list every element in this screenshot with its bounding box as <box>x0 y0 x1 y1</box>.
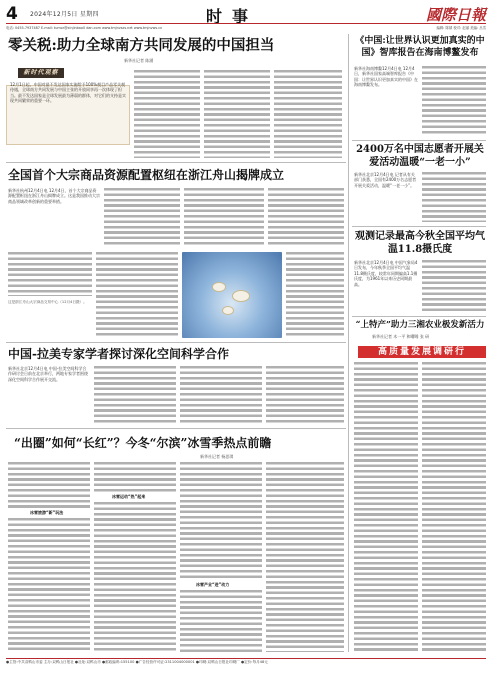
headline-china-latam: 中国-拉美专家学者探讨深化空间科学合作 <box>8 347 229 361</box>
text-column <box>8 518 90 652</box>
headline-specialty-products: “上特产”助力三湘农业极发新活力 <box>355 320 485 330</box>
text-column <box>180 590 262 652</box>
article-lead-commodity-hub: 新华社杭州12月4日电 12月4日，首个大宗商品资源配置枢纽在浙江舟山揭牌成立。这是我国推动大宗商品领域改革创新的重要举措。 <box>8 188 100 204</box>
divider <box>6 162 346 163</box>
byline-specialty-products: 新华社记者 木一平 和曙晞 张 研 <box>372 334 430 339</box>
divider <box>352 316 486 317</box>
footer: ●主管:中共双鸭山市委 主办:双鸭山日报社 ●社址:双鸭山市 ●邮政编码:155100 ●广告经营许可证:2311004000001 ●印刷:双鸭山日报社印刷厂 ●定价:每月48元 <box>6 658 486 668</box>
text-column <box>180 462 262 580</box>
text-column <box>274 70 342 158</box>
text-column <box>286 252 344 338</box>
divider <box>352 140 486 141</box>
divider <box>6 342 346 343</box>
photo-object <box>232 290 250 302</box>
text-column <box>268 188 344 246</box>
article-lead-zero-tariff: 12月1日起，中国对最不发达国家实施给予100%税目产品零关税待遇，全球南方共同发展与中国主张的开放同享再一次体现了担当。最不发达国家是全球发展最为薄弱的群体，对它们的支持是实现共同繁荣的重要一环。 <box>10 82 126 104</box>
subhead: 冰雪旅游“新”玩法 <box>30 510 64 515</box>
contact-info: 电话: 0455-7937487 E-mail: tumor@xinjinbao0 dan.com www.tmjnvszs.net www.tmjnvws.cn <box>6 26 163 30</box>
headline-volunteers: 2400万名中国志愿者开展关爱活动温暖“一老一小” <box>356 144 484 168</box>
text-column <box>134 70 200 158</box>
issue-date: 2024年12月5日 星期四 <box>30 11 99 18</box>
news-photo <box>182 252 282 338</box>
newspaper-logo: 國際日報 <box>425 6 486 24</box>
photo-object <box>212 282 226 292</box>
text-column <box>422 362 486 652</box>
text-column <box>104 188 180 246</box>
text-column <box>266 366 344 424</box>
photo-object <box>222 306 234 315</box>
text-column <box>422 172 486 222</box>
article-lead-volunteers: 新华社北京12月4日电 记者从有关部门获悉，全国有2400万名志愿者开展关爱活动，温暖“一老一小”。 <box>354 172 417 188</box>
column-banner: 高质量发展调研行 <box>358 346 486 358</box>
divider <box>6 428 346 429</box>
text-column <box>422 260 486 312</box>
text-column <box>94 366 176 424</box>
byline-zero-tariff: 新华社记者 陈涵 <box>124 58 154 63</box>
text-column <box>204 70 270 158</box>
article-lead-temperature: 新华社北京12月4日电 中国气象局4日发布，今年秋季全国平均气温11.8摄氏度，较常年同期偏高1.1摄氏度，为1961年以来历史同期最高。 <box>354 260 418 287</box>
divider <box>352 226 486 227</box>
text-column <box>422 66 486 136</box>
page-number: 4 <box>6 4 18 24</box>
subhead: 冰雪产业“进”动力 <box>196 582 230 587</box>
text-column <box>94 502 176 652</box>
article-lead-think-tank: 新华社海南博鳌12月4日电 12月4日，新华社国家高端智库报告《中国：让世界认识更加真实的中国》在海南博鳌发布。 <box>354 66 418 88</box>
column-label: 新时代观察 <box>18 68 64 78</box>
text-column <box>96 252 178 338</box>
text-column <box>8 252 92 296</box>
text-column <box>266 462 344 652</box>
editor-info: 编辑: 陈婧 校对: 赵丽 美编: 丛雪 <box>436 26 486 30</box>
photo-caption: 这是浙江舟山大宗商品交易中心（12月4日摄）。 <box>8 300 87 304</box>
column-divider <box>348 34 349 652</box>
headline-zero-tariff: 零关税:助力全球南方共同发展的中国担当 <box>8 37 275 54</box>
masthead <box>6 4 486 24</box>
headline-think-tank-report: 《中国:让世界认识更加真实的中国》智库报告在海南博鳌发布 <box>355 36 485 58</box>
text-column <box>184 188 264 246</box>
headline-harbin-winter: “出圈”如何“长红”？今冬“尔滨”冰雪季热点前瞻 <box>14 436 272 450</box>
article-lead-china-latam: 新华社北京12月4日电 中国-拉美空间科学合作研讨会日前在北京举行，两地专家学者围绕深化空间科学合作展开交流。 <box>8 366 88 382</box>
text-column <box>354 362 418 652</box>
headline-commodity-hub: 全国首个大宗商品资源配置枢纽在浙江舟山揭牌成立 <box>8 168 285 182</box>
text-column <box>8 462 90 508</box>
byline-harbin-winter: 新华社记者 杨思琪 <box>200 454 234 459</box>
text-column <box>180 366 262 424</box>
text-column <box>94 462 176 492</box>
subhead: 冰雪运动“热”起来 <box>112 494 146 499</box>
info-bar <box>6 23 486 31</box>
headline-temperature: 观测记录最高今秋全国平均气温11.8摄氏度 <box>355 231 485 255</box>
section-title: 时事 <box>206 7 259 26</box>
